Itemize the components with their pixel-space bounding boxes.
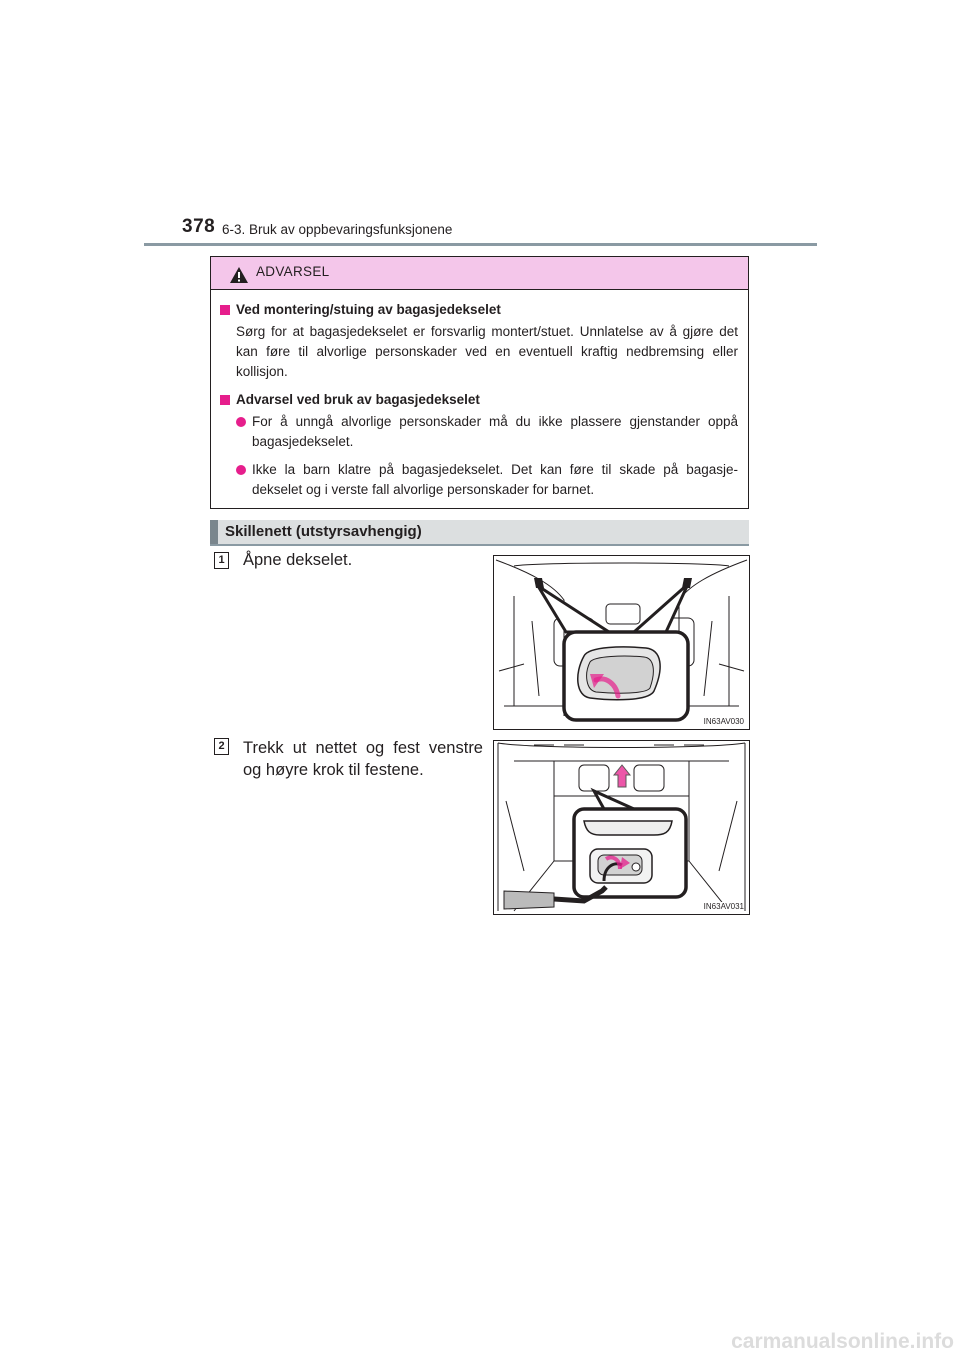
- warning-bullet-text: For å unngå alvorlige personskader må du ikke plassere gjenstander oppå bagasjedekselet.: [252, 414, 738, 449]
- section-title: 6-3. Bruk av oppbevaringsfunksjonene: [222, 222, 453, 237]
- warning-triangle-icon: [229, 266, 249, 284]
- step-2-text: Trekk ut nettet og fest venstre og høyre krok til festene.: [243, 739, 483, 779]
- figure-open-cover: [493, 555, 750, 730]
- figure-attach-net: [493, 740, 750, 915]
- warning-item1-text: Sørg for at bagasjedekselet er forsvarlig montert/stuet. Unnlatelse av å gjøre det kan føre til alvorlige personskader ved en eventuell kraftig nedbremsing eller kollisjon.: [236, 324, 738, 379]
- figure-label: IN63AV030: [703, 717, 744, 726]
- header-rule: [144, 243, 817, 246]
- step-number-2: 2: [214, 738, 229, 755]
- subsection-title: Skillenett (utstyrsavhengig): [225, 523, 422, 540]
- warning-bullet: [220, 460, 738, 500]
- step-1-text: Åpne dekselet.: [243, 551, 353, 569]
- warning-item-heading: [220, 390, 738, 410]
- cargo-area-illustration: [494, 741, 749, 914]
- round-bullet-icon: [236, 465, 246, 475]
- square-bullet-icon: [220, 305, 230, 315]
- step-number-1: 1: [214, 552, 229, 569]
- warning-item2-heading: Advarsel ved bruk av bagasjedekselet: [236, 392, 480, 407]
- warning-item-heading: [220, 300, 738, 320]
- page-number: 378: [182, 216, 216, 237]
- warning-bullet-text: Ikke la barn klatre på bagasjedekselet. Det kan føre til skade på bagasje- dekselet og i verste fall alvorlige personskader for barnet.: [252, 462, 738, 497]
- subsection-heading: [210, 520, 749, 546]
- warning-box: [210, 256, 749, 509]
- warning-body: [211, 290, 748, 500]
- warning-title: ADVARSEL: [256, 264, 330, 279]
- figure-label: IN63AV031: [703, 902, 744, 911]
- square-bullet-icon: [220, 395, 230, 405]
- warning-item1-heading: Ved montering/stuing av bagasjedekselet: [236, 302, 501, 317]
- watermark: carmanualsonline.info: [731, 1330, 954, 1353]
- rear-seat-illustration: [494, 556, 749, 729]
- warning-header: [211, 257, 748, 290]
- round-bullet-icon: [236, 417, 246, 427]
- warning-bullet: [220, 412, 738, 452]
- subsection-bar: [210, 520, 218, 544]
